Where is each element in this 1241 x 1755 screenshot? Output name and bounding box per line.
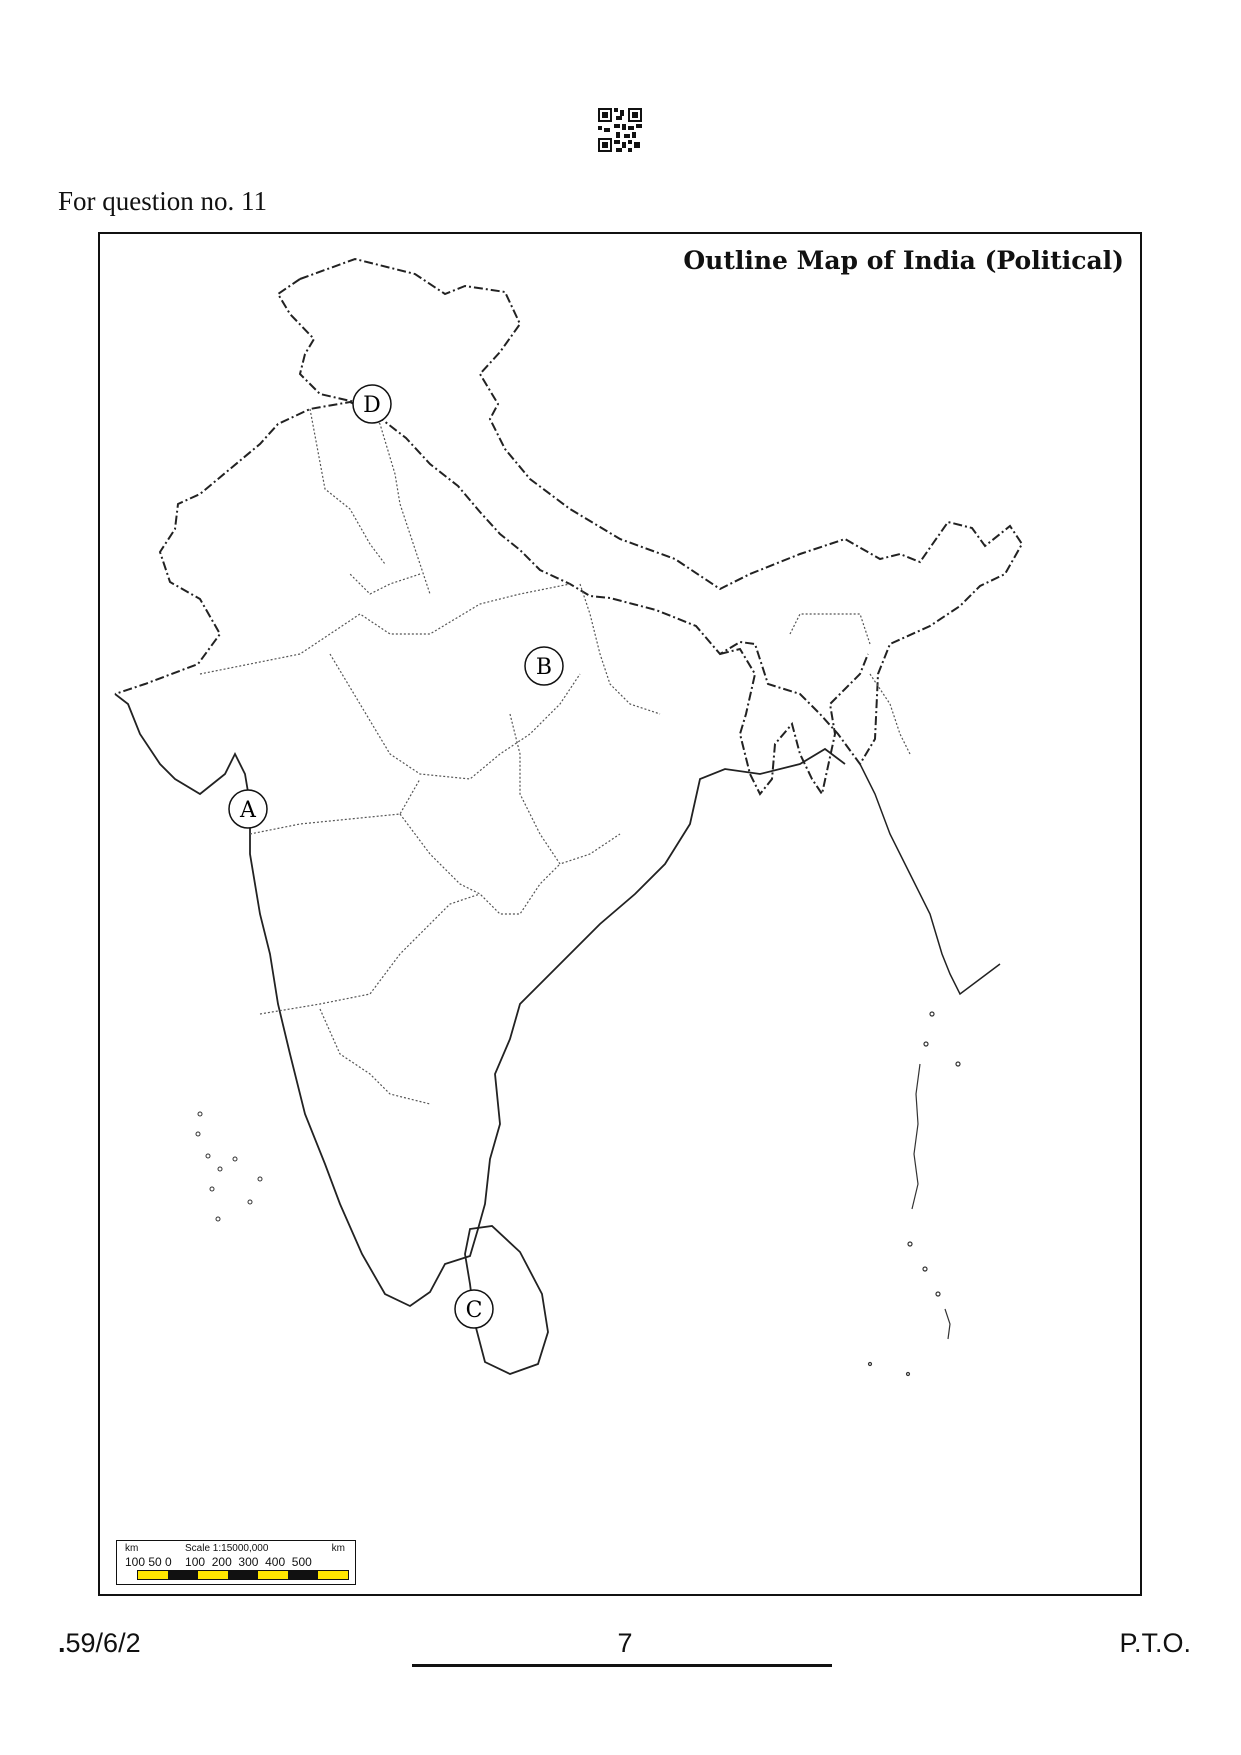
scale-unit-left: km [125,1543,139,1554]
paper-code-dot: . [58,1628,66,1658]
qr-code-icon [598,108,642,152]
marker-d[interactable] [353,385,391,423]
paper-code [58,1628,141,1659]
scale-segment [318,1571,348,1579]
scale-segment [228,1571,258,1579]
marker-d-label: D [363,393,381,418]
scale-segment [258,1571,288,1579]
scale-bar [137,1570,349,1580]
scale-segment [198,1571,228,1579]
footer-rule [412,1664,832,1667]
scale-box [116,1540,356,1585]
marker-layer [100,234,1140,1594]
map-title: Outline Map of India (Political) [683,246,1124,275]
marker-a[interactable] [229,790,267,828]
scale-segment [138,1571,168,1579]
marker-c[interactable] [455,1290,493,1328]
pto-label: P.T.O. [1119,1628,1191,1658]
scale-text: Scale 1:15000,000 [185,1543,269,1554]
question-label: For question no. 11 [58,186,267,216]
scale-segment [168,1571,198,1579]
marker-c-label: C [465,1298,483,1323]
marker-b[interactable] [525,647,563,685]
map-frame [98,232,1142,1596]
marker-b-label: B [535,655,553,680]
scale-ticks: 100 50 0 100 200 300 400 500 [125,1555,312,1569]
marker-a-label: A [240,798,256,823]
paper-code-text: 59/6/2 [65,1628,141,1658]
page-number: 7 [617,1628,633,1658]
scale-segment [288,1571,318,1579]
scale-unit-right: km [331,1543,345,1554]
